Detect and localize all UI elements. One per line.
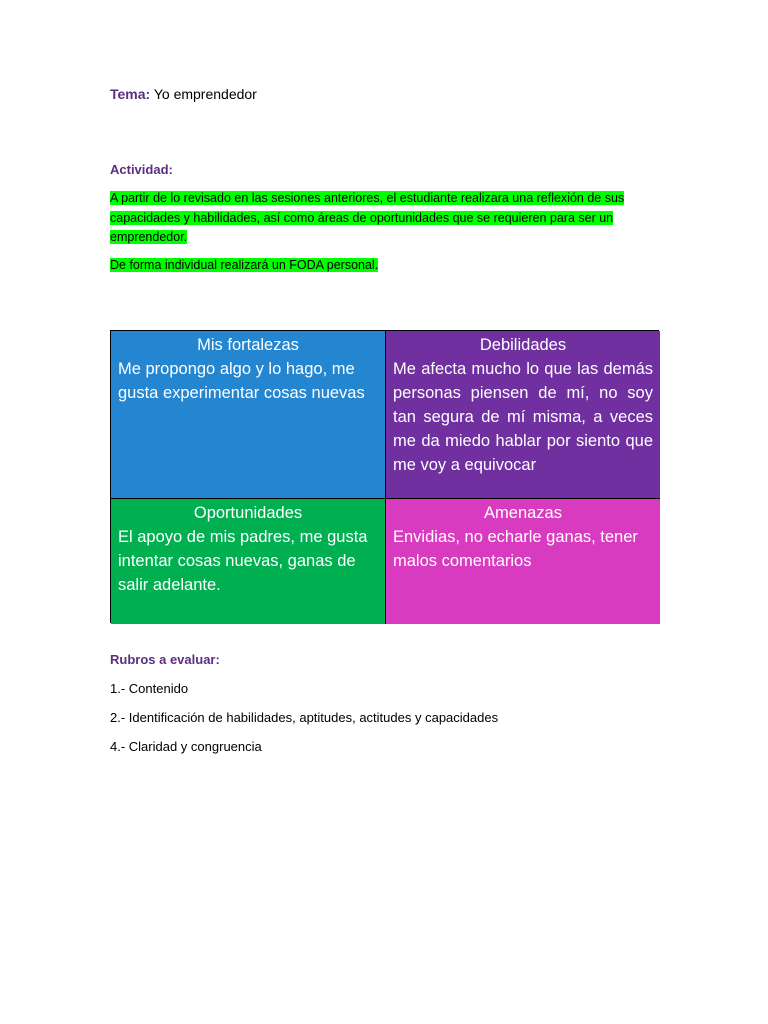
foda-cell-oportunidades [111,499,386,624]
tema-label: Tema: [110,86,151,102]
rubro-item: 4.- Claridad y congruencia [110,739,262,754]
oportunidades-body: El apoyo de mis padres, me gusta intentar cosas nuevas, ganas de salir adelante. [118,528,368,594]
rubros-heading: Rubros a evaluar: [110,652,220,667]
fortalezas-title: Mis fortalezas [197,336,299,354]
rubro-item: 1.- Contenido [110,681,189,696]
actividad-paragraph-1-text: A partir de lo revisado en las sesiones anteriores, el estudiante realizara una reflexión de sus capacidades y habilidades, así como áreas de oportunidades que se requieren para ser un emprendedor. [110,191,625,244]
foda-cell-fortalezas [111,331,386,499]
tema-line [110,85,257,103]
debilidades-title: Debilidades [479,336,567,354]
amenazas-title: Amenazas [484,504,562,522]
actividad-heading: Actividad: [110,162,173,177]
actividad-paragraph-1 [110,189,650,248]
foda-table [110,330,659,623]
foda-cell-amenazas [386,499,660,624]
fortalezas-body: Me propongo algo y lo hago, me gusta experimentar cosas nuevas [118,360,365,402]
foda-cell-debilidades [386,331,660,499]
actividad-paragraph-2-text: De forma individual realizará un FODA personal. [110,258,379,272]
oportunidades-title: Oportunidades [193,504,303,522]
debilidades-body: Me afecta mucho lo que las demás personas piensen de mí, no soy tan segura de mí misma, a veces me da miedo hablar por siento que me voy a equivocar [393,360,653,474]
tema-value: Yo emprendedor [153,86,257,102]
amenazas-body: Envidias, no echarle ganas, tener malos comentarios [393,528,638,570]
rubro-item: 2.- Identificación de habilidades, aptitudes, actitudes y capacidades [110,710,499,725]
actividad-paragraph-2 [110,256,378,275]
